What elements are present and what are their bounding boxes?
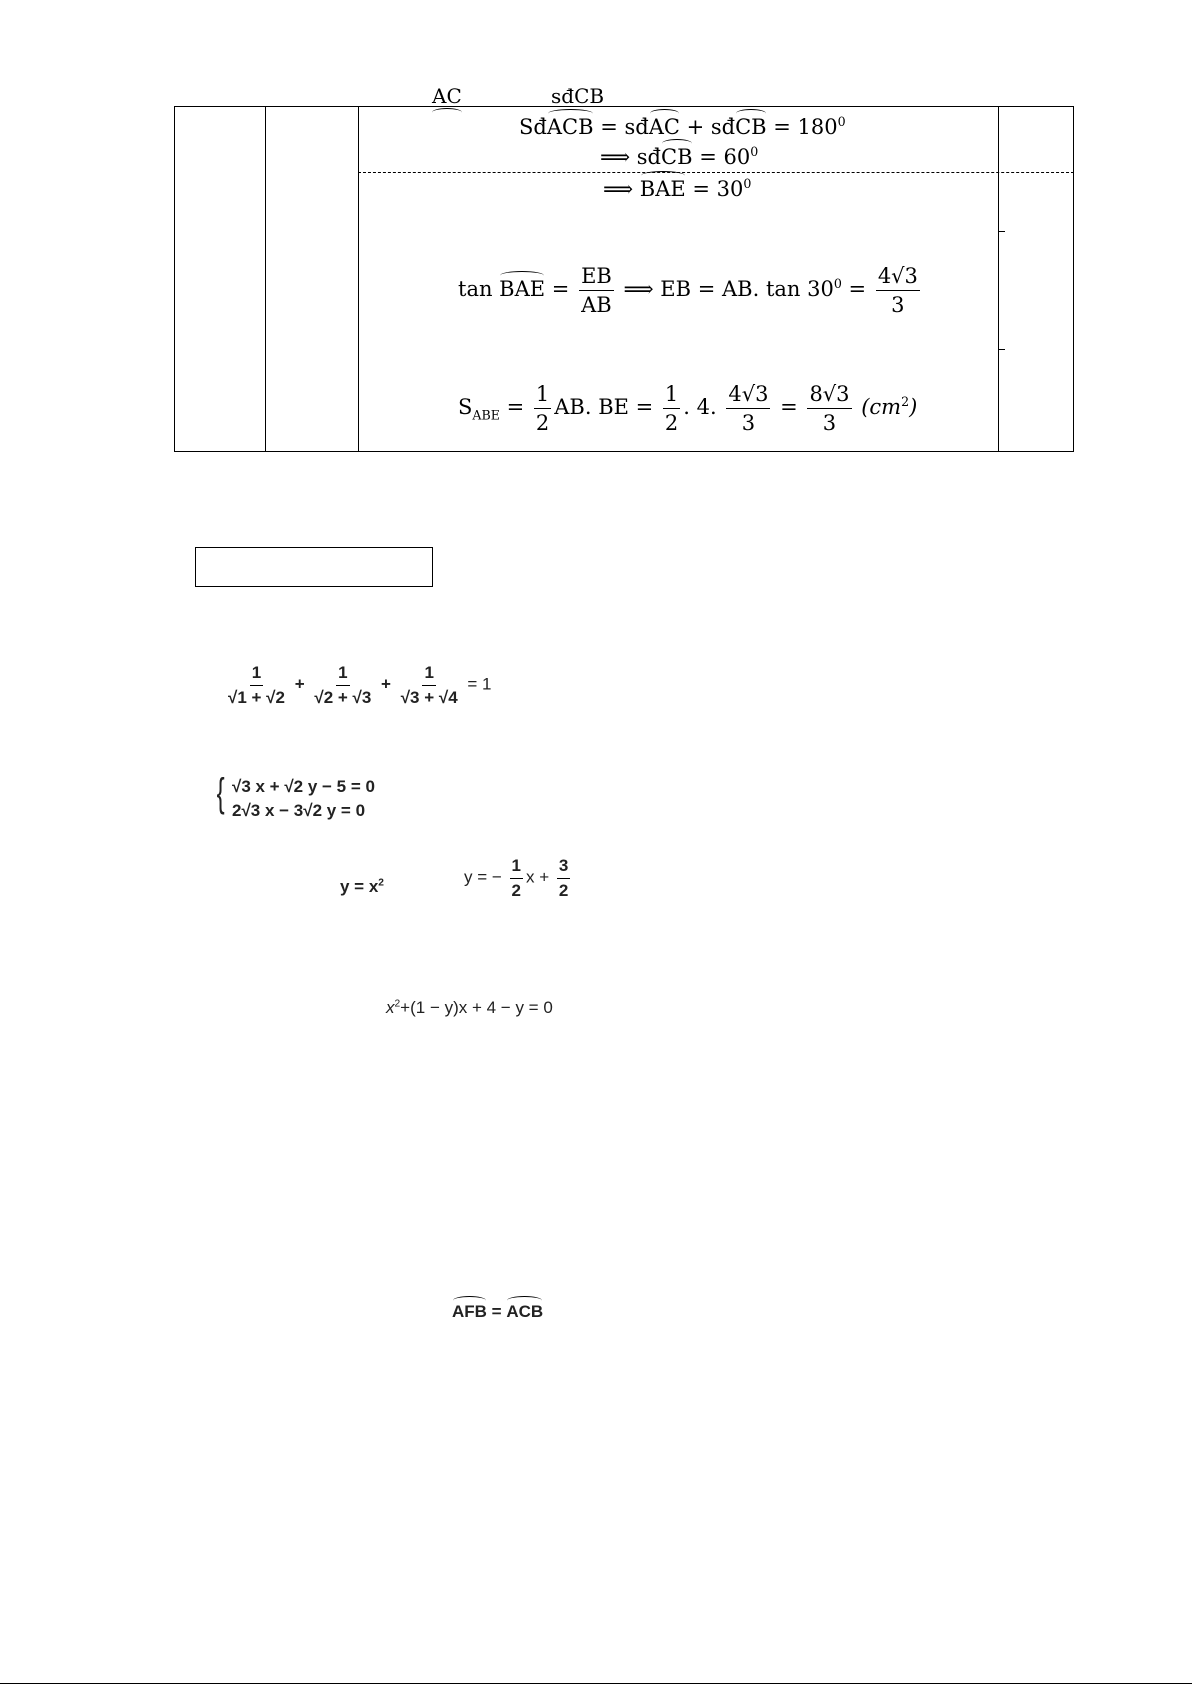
implies-text: ⟹ sđ (600, 145, 662, 169)
column-divider-3 (998, 106, 999, 452)
mid-text-2: . 4. (683, 395, 717, 420)
num: 1 (510, 856, 523, 879)
mid-text: AB. BE = (554, 395, 660, 420)
angle-equality (452, 1302, 543, 1322)
quadratic-equation (386, 998, 553, 1018)
num: 1 (250, 663, 263, 686)
column-divider-1 (265, 106, 266, 452)
fraction-8root3 (807, 382, 851, 435)
den: √1 + √2 (228, 687, 285, 707)
den: 2 (558, 880, 569, 900)
line-mid: x + (526, 867, 554, 887)
den: √3 + √4 (400, 687, 458, 707)
eq-text: = (773, 395, 805, 420)
num: 1 (336, 663, 349, 686)
degree-sup: 0 (833, 276, 842, 292)
tick-mark-2 (998, 349, 1005, 350)
num: 1 (422, 663, 435, 686)
num: 4√3 (876, 264, 920, 291)
tick-mark-1 (998, 231, 1005, 232)
den: 2 (535, 411, 550, 436)
page-bottom-rule (0, 1683, 1192, 1684)
x-var: x (386, 998, 395, 1017)
arc-cb: CB (661, 145, 693, 169)
plus-text: + (381, 674, 391, 694)
fraction-eb-value (876, 264, 920, 317)
parabola-equation (340, 877, 384, 897)
brace-icon: { (216, 771, 225, 815)
plus-text: + sđ (679, 115, 736, 139)
fraction-1 (226, 663, 287, 707)
system-of-equations (216, 771, 375, 823)
tan-text: tan (458, 277, 500, 302)
line-equation (464, 856, 573, 900)
num: 4√3 (726, 382, 770, 409)
value-text: = 30 (685, 177, 744, 201)
unit-text: (cm (854, 395, 902, 420)
den: √2 + √3 (314, 687, 372, 707)
fraction-eb-ab (579, 264, 614, 317)
s-text: S (458, 395, 473, 420)
den: 3 (822, 411, 837, 436)
arc-sum-equation (519, 114, 846, 139)
area-equation (458, 382, 917, 435)
fraction-line-1 (510, 856, 523, 900)
tan-equation (458, 264, 923, 317)
num: 8√3 (807, 382, 851, 409)
fraction-line-2 (557, 856, 570, 900)
value-text: = 180 (766, 115, 838, 139)
column-divider-2 (358, 106, 359, 452)
sd-cb-label: sđCB (551, 84, 605, 108)
rest-text: = 1 (467, 674, 492, 694)
fraction-3 (399, 663, 460, 707)
unit-sup: 2 (901, 394, 910, 410)
degree-sup: 0 (837, 114, 846, 129)
parabola-text: y = x (340, 877, 379, 896)
fraction-2 (312, 663, 373, 707)
fraction-half-2 (663, 382, 680, 435)
arc-ac-label (432, 84, 462, 108)
quadratic-rest: +(1 − y)x + 4 − y = 0 (400, 998, 553, 1017)
system-line-1: √3 x + √2 y − 5 = 0 (232, 777, 375, 796)
angle-bae: BAE (499, 277, 546, 302)
eq-text: = (841, 277, 873, 302)
num: 3 (557, 856, 570, 879)
den: 3 (891, 293, 905, 318)
num: 1 (663, 382, 680, 409)
arc-ac-text: AC (432, 84, 462, 108)
plus-text: + (294, 674, 305, 694)
row-separator (358, 172, 1074, 173)
line-lhs: y = − (464, 867, 502, 887)
eq-text: = (499, 395, 531, 420)
den: AB (581, 293, 612, 318)
angle-afb: AFB (452, 1302, 487, 1321)
degree-sup: 0 (750, 144, 759, 159)
den: 2 (511, 880, 522, 900)
system-line-2: 2√3 x − 3√2 y = 0 (232, 801, 366, 820)
angle-bae-result (603, 176, 751, 201)
den: 3 (741, 411, 756, 436)
sum-fractions-equation (223, 663, 492, 707)
implies-text: ⟹ (603, 177, 640, 201)
degree-sup: 0 (743, 176, 752, 191)
fraction-4root3 (726, 382, 770, 435)
num: 1 (534, 382, 551, 409)
parabola-sup: 2 (378, 877, 384, 889)
arc-ac: AC (648, 115, 680, 139)
den: 2 (664, 411, 679, 436)
unit-close: ) (909, 395, 918, 420)
abe-sub: ABE (472, 407, 500, 423)
empty-label-box (195, 547, 433, 587)
sd-prefix: Sđ (519, 115, 547, 139)
quadratic-sup: 2 (394, 998, 401, 1010)
fraction-half (534, 382, 551, 435)
arc-acb: ACB (546, 115, 594, 139)
eq-text: = (486, 1302, 507, 1321)
arc-cb: CB (735, 115, 767, 139)
angle-bae: BAE (639, 177, 686, 201)
num: EB (579, 264, 614, 291)
mid-text: ⟹ EB = AB. tan 30 (623, 277, 834, 302)
arc-cb-result (600, 144, 758, 169)
value-text: = 60 (692, 145, 751, 169)
eq-text: = (545, 277, 577, 302)
eq-text: = sđ (593, 115, 649, 139)
angle-acb: ACB (506, 1302, 544, 1321)
